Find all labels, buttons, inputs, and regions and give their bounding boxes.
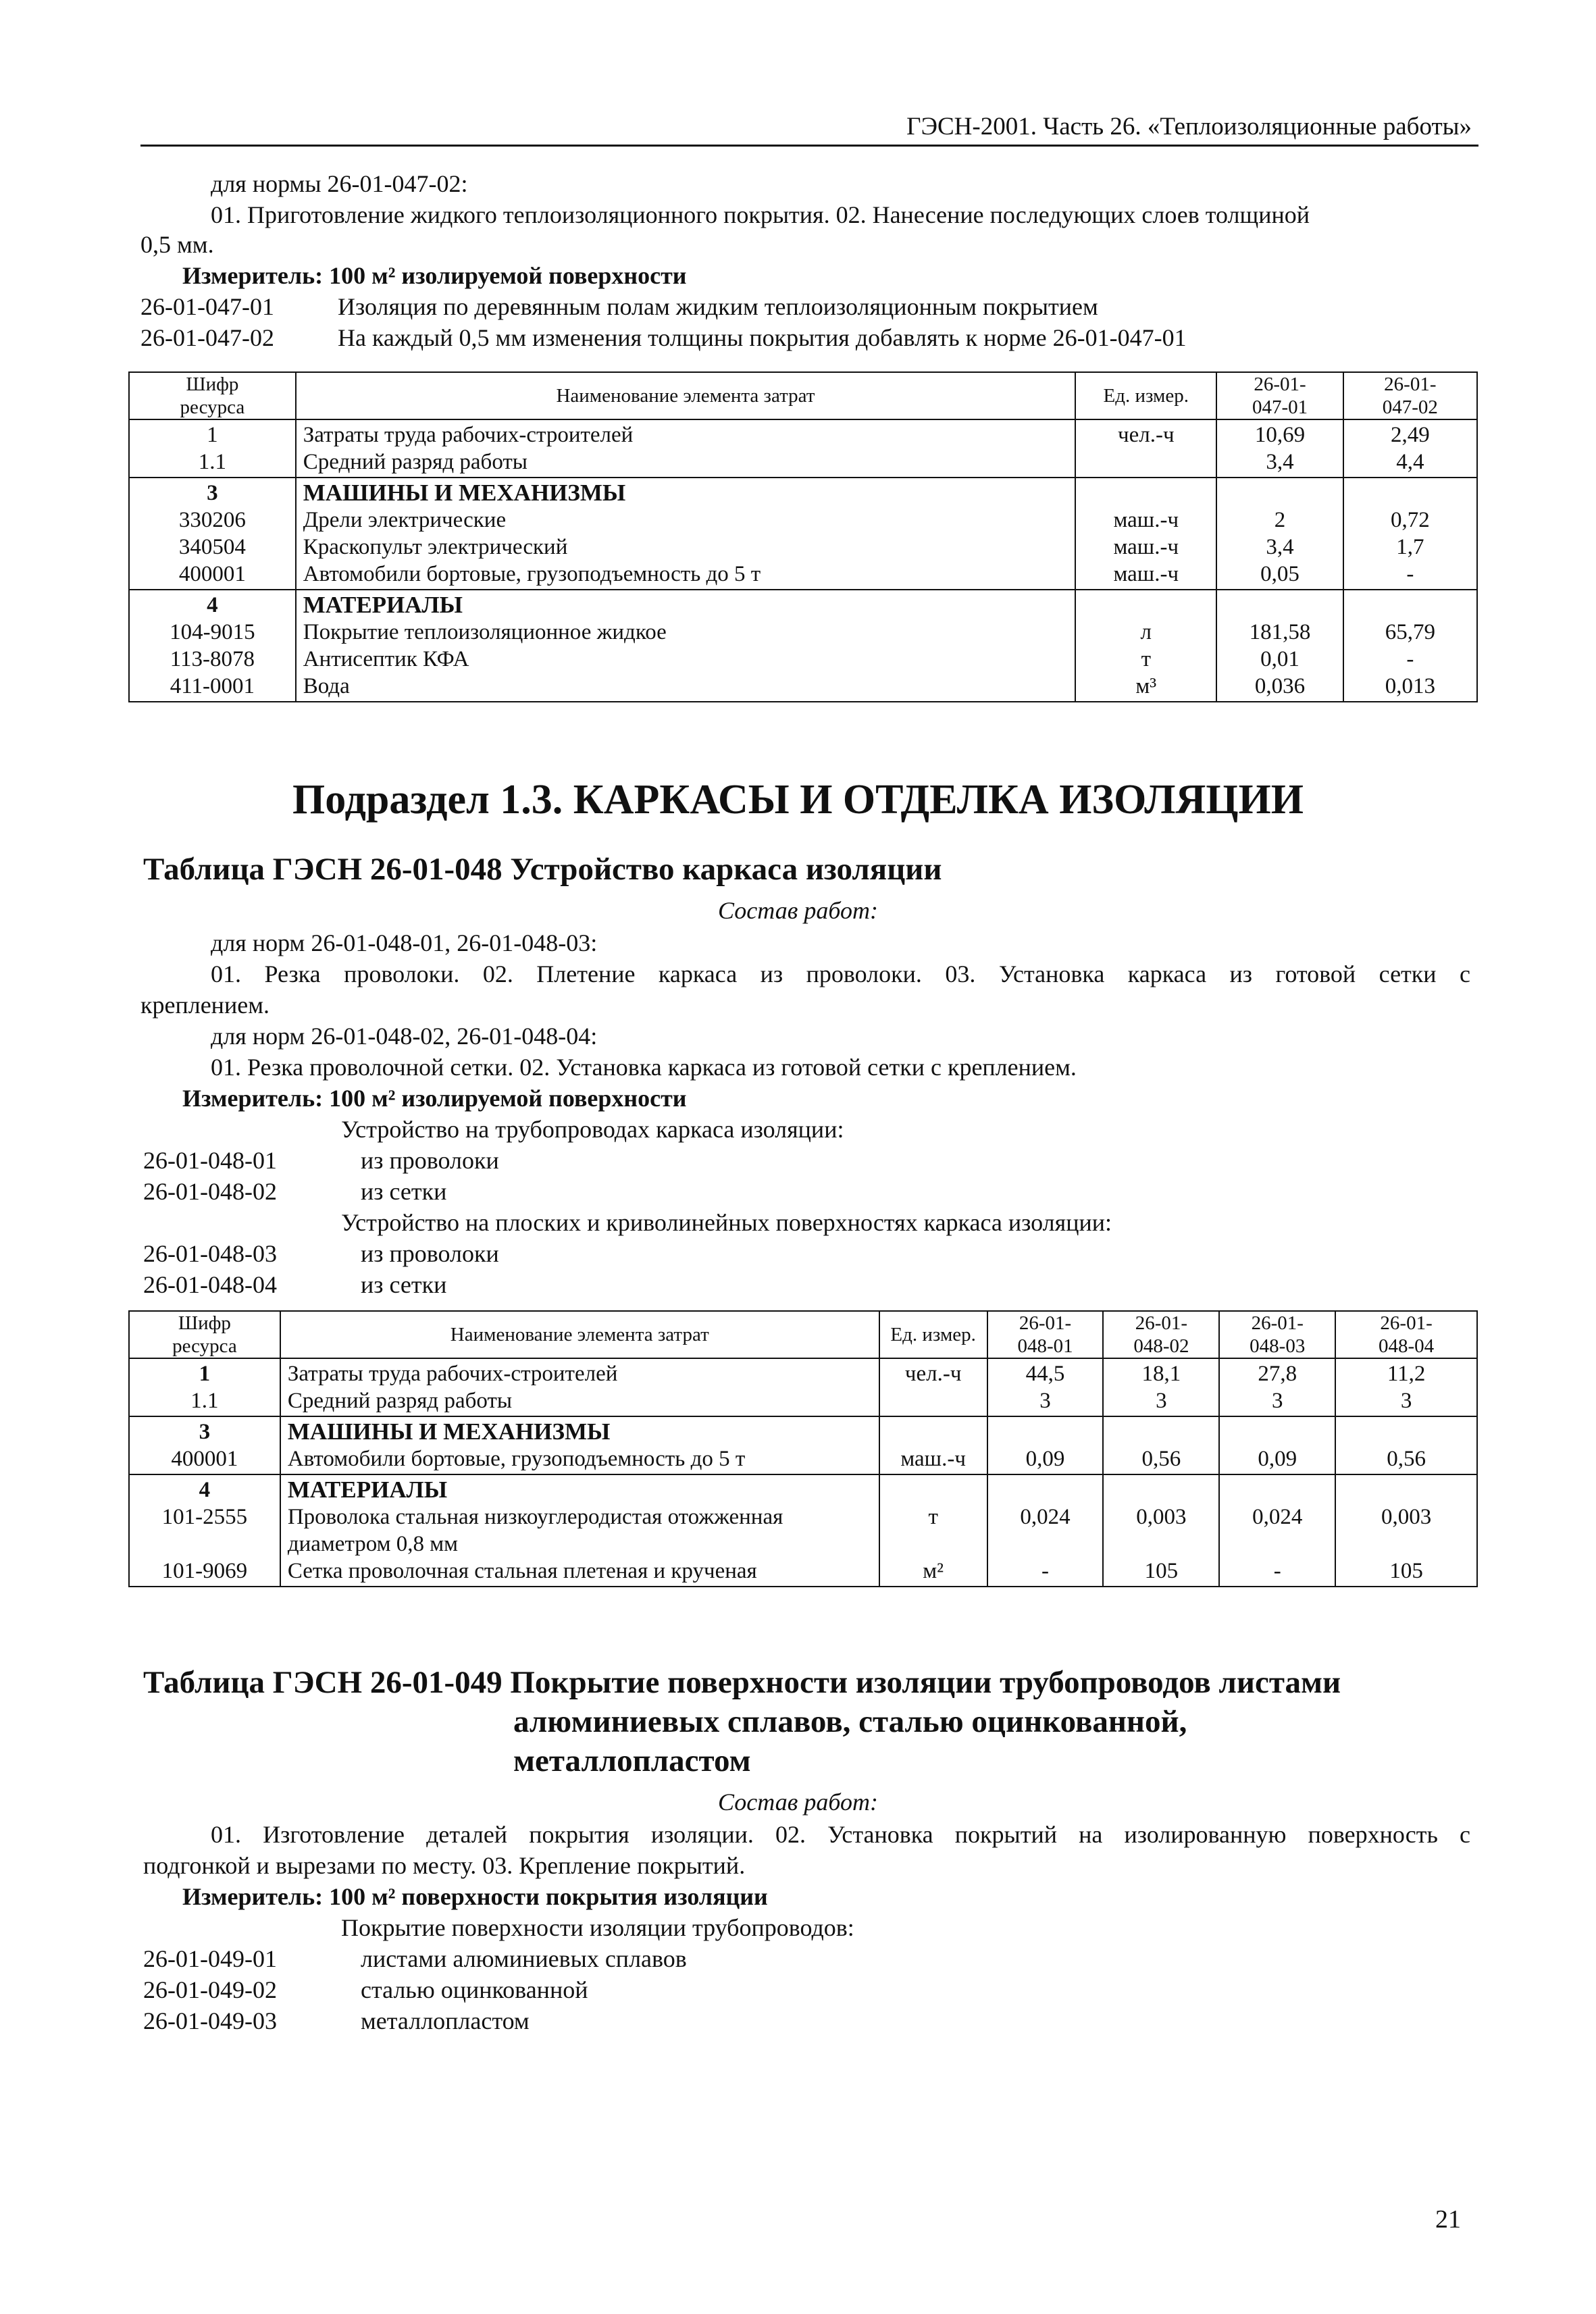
values-cell: 0,003 105: [1335, 1474, 1477, 1587]
header-norm-col: 26-01- 048-02: [1103, 1311, 1219, 1358]
for-norm-label: для нормы 26-01-047-02:: [211, 170, 468, 197]
header-rule: [140, 145, 1478, 147]
header-norm-col: 26-01- 048-04: [1335, 1311, 1477, 1358]
values-cell: 11,2 3: [1335, 1358, 1477, 1416]
measure-label: Измеритель: 100 м² изолируемой поверхности: [182, 262, 687, 289]
ops-line-1: 01. Резка проволоки. 02. Плетение каркаса из проволоки. 03. Установка каркаса из готовой сетки с: [211, 960, 1470, 987]
for-norms-label: для норм 26-01-048-01, 26-01-048-03:: [211, 929, 598, 956]
norm-code: 26-01-048-01: [143, 1147, 277, 1174]
norm-text: металлопластом: [361, 2007, 530, 2034]
for-norms-label: для норм 26-01-048-02, 26-01-048-04:: [211, 1023, 598, 1050]
codes-cell: 3 400001: [129, 1416, 280, 1474]
values-cell: 181,58 0,01 0,036: [1216, 590, 1343, 702]
codes-cell: 1 1.1: [129, 1358, 280, 1416]
values-cell: 18,1 3: [1103, 1358, 1219, 1416]
values-cell: 0,56: [1335, 1416, 1477, 1474]
page-number: 21: [1435, 2205, 1461, 2234]
table-048-title: Таблица ГЭСН 26-01-048 Устройство каркаса изоляции: [143, 852, 942, 887]
norm-text: листами алюминиевых сплавов: [361, 1945, 687, 1972]
values-cell: 0,56: [1103, 1416, 1219, 1474]
table-049-title-line-3: металлопластом: [513, 1743, 751, 1778]
names-cell: МАТЕРИАЛЫ Покрытие теплоизоляционное жидкое Антисептик КФА Вода: [296, 590, 1075, 702]
table-row-group: [129, 1358, 1477, 1416]
names-cell: МАТЕРИАЛЫ Проволока стальная низкоуглеродистая отожженная диаметром 0,8 мм Сетка проволочная стальная плетеная и крученая: [280, 1474, 879, 1587]
norm-text: сталью оцинкованной: [361, 1976, 588, 2003]
values-cell: 2 3,4 0,05: [1216, 478, 1343, 590]
units-cell: т м²: [879, 1474, 987, 1587]
values-cell: 0,024 -: [1219, 1474, 1335, 1587]
ops-line-2: 0,5 мм.: [140, 231, 214, 258]
measure-label: Измеритель: 100 м² поверхности покрытия изоляции: [182, 1883, 768, 1910]
resource-table-047: [128, 371, 1478, 702]
ops-line-2: креплением.: [140, 992, 269, 1019]
norm-code: 26-01-049-02: [143, 1976, 277, 2003]
values-cell: 65,79 - 0,013: [1343, 590, 1477, 702]
values-cell: 2,49 4,4: [1343, 419, 1477, 478]
values-cell: 10,69 3,4: [1216, 419, 1343, 478]
codes-cell: 1 1.1: [129, 419, 296, 478]
table-049-title-line-2: алюминиевых сплавов, сталью оцинкованной,: [513, 1704, 1187, 1739]
table-row-group: [129, 419, 1477, 478]
norm-code: 26-01-047-01: [140, 293, 274, 320]
table-row-group: [129, 1474, 1477, 1587]
header-norm-col: 26-01- 047-01: [1216, 372, 1343, 419]
codes-cell: 4 104-9015 113-8078 411-0001: [129, 590, 296, 702]
ops-line-2: подгонкой и вырезами по месту. 03. Крепление покрытий.: [143, 1852, 746, 1879]
header-code: Шифр ресурса: [129, 1311, 280, 1358]
table-header-row: [129, 372, 1477, 419]
norm-text: На каждый 0,5 мм изменения толщины покрытия добавлять к норме 26-01-047-01: [338, 324, 1187, 351]
codes-cell: 4 101-2555 101-9069: [129, 1474, 280, 1587]
units-cell: чел.-ч: [879, 1358, 987, 1416]
subsection-title: Подраздел 1.3. КАРКАСЫ И ОТДЕЛКА ИЗОЛЯЦИИ: [292, 777, 1304, 823]
ops-line-1: 01. Изготовление деталей покрытия изоляции. 02. Установка покрытий на изолированную поверхность с: [211, 1821, 1470, 1848]
norm-code: 26-01-048-02: [143, 1178, 277, 1205]
units-cell: л т м³: [1075, 590, 1216, 702]
norm-code: 26-01-049-03: [143, 2007, 277, 2034]
composition-label: Состав работ:: [718, 1789, 878, 1816]
units-cell: чел.-ч: [1075, 419, 1216, 478]
header-code: Шифр ресурса: [129, 372, 296, 419]
values-cell: 0,024 -: [987, 1474, 1104, 1587]
codes-cell: 3 330206 340504 400001: [129, 478, 296, 590]
values-cell: 0,09: [1219, 1416, 1335, 1474]
norm-text: из сетки: [361, 1271, 447, 1298]
running-header: ГЭСН-2001. Часть 26. «Теплоизоляционные работы»: [906, 113, 1472, 140]
units-cell: маш.-ч маш.-ч маш.-ч: [1075, 478, 1216, 590]
norm-code: 26-01-048-04: [143, 1271, 277, 1298]
norm-text: из проволоки: [361, 1240, 499, 1267]
table-row-group: [129, 590, 1477, 702]
group-label: Покрытие поверхности изоляции трубопроводов:: [341, 1914, 854, 1941]
header-unit: Ед. измер.: [1075, 372, 1216, 419]
norm-text: Изоляция по деревянным полам жидким теплоизоляционным покрытием: [338, 293, 1098, 320]
ops-line: 01. Резка проволочной сетки. 02. Установка каркаса из готовой сетки с креплением.: [211, 1054, 1077, 1081]
header-norm-col: 26-01- 048-01: [987, 1311, 1104, 1358]
ops-line-1: 01. Приготовление жидкого теплоизоляционного покрытия. 02. Нанесение последующих слоев толщиной: [211, 201, 1310, 228]
names-cell: Затраты труда рабочих-строителей Средний разряд работы: [280, 1358, 879, 1416]
composition-label: Состав работ:: [718, 897, 878, 924]
names-cell: МАШИНЫ И МЕХАНИЗМЫ Автомобили бортовые, грузоподъемность до 5 т: [280, 1416, 879, 1474]
norm-text: из сетки: [361, 1178, 447, 1205]
names-cell: Затраты труда рабочих-строителей Средний разряд работы: [296, 419, 1075, 478]
header-norm-col: 26-01- 047-02: [1343, 372, 1477, 419]
table-row-group: [129, 478, 1477, 590]
values-cell: 0,003 105: [1103, 1474, 1219, 1587]
measure-label: Измеритель: 100 м² изолируемой поверхности: [182, 1085, 687, 1112]
norm-code: 26-01-047-02: [140, 324, 274, 351]
header-name: Наименование элемента затрат: [280, 1311, 879, 1358]
norm-code: 26-01-048-03: [143, 1240, 277, 1267]
values-cell: 0,72 1,7 -: [1343, 478, 1477, 590]
header-norm-col: 26-01- 048-03: [1219, 1311, 1335, 1358]
norm-text: из проволоки: [361, 1147, 499, 1174]
values-cell: 0,09: [987, 1416, 1104, 1474]
norm-code: 26-01-049-01: [143, 1945, 277, 1972]
table-row-group: [129, 1416, 1477, 1474]
values-cell: 27,8 3: [1219, 1358, 1335, 1416]
header-unit: Ед. измер.: [879, 1311, 987, 1358]
resource-table-048: [128, 1310, 1478, 1587]
group-label: Устройство на плоских и криволинейных поверхностях каркаса изоляции:: [341, 1209, 1112, 1236]
table-049-title-line-1: Таблица ГЭСН 26-01-049 Покрытие поверхности изоляции трубопроводов листами: [143, 1665, 1341, 1700]
names-cell: МАШИНЫ И МЕХАНИЗМЫ Дрели электрические Краскопульт электрический Автомобили бортовые, грузоподъемность до 5 т: [296, 478, 1075, 590]
table-header-row: [129, 1311, 1477, 1358]
units-cell: маш.-ч: [879, 1416, 987, 1474]
header-name: Наименование элемента затрат: [296, 372, 1075, 419]
group-label: Устройство на трубопроводах каркаса изоляции:: [341, 1116, 844, 1143]
values-cell: 44,5 3: [987, 1358, 1104, 1416]
